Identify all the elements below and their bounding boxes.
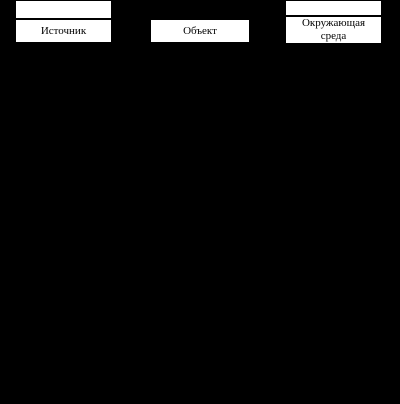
blank-box-top-left — [15, 0, 112, 19]
node-source-label: Источник — [40, 24, 87, 37]
node-object — [150, 19, 250, 43]
node-environment — [285, 16, 382, 44]
node-object-label: Объект — [183, 24, 217, 37]
node-environment-label: Окружающая среда — [301, 17, 366, 42]
blank-box-top-right — [285, 0, 382, 16]
node-source — [15, 19, 112, 43]
